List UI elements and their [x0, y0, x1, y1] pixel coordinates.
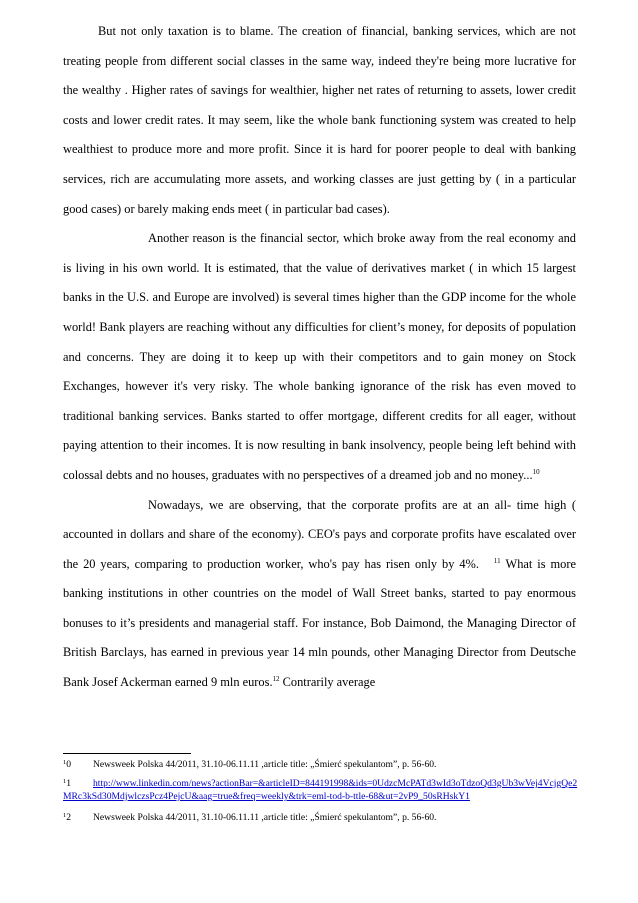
- footnote-link[interactable]: http://www.linkedin.com/news?actionBar=&articleID=844191998&ids=0UdzcMcPATd3wId3oTdzoQd3gUb3wVej4VcjgQe2MRc3kSd30MdjwlczsPcz4PejcU&aag=true&freq=weekly&trk=eml-tod-b-ttle-68&ut=2vP9_50sRHskY1: [63, 778, 578, 802]
- footnote-ref-11[interactable]: 11: [493, 556, 501, 565]
- footnote-number: $^1$2: [63, 812, 72, 823]
- footnote-text: Newsweek Polska 44/2011, 31.10-06.11.11 ,article title: „Śmierć spekulantom”, p. 56-60.: [93, 812, 437, 823]
- paragraph-taxation: But not only taxation is to blame. The creation of financial, banking services, which are not treating people from different social classes in the same way, indeed they're being more lucrative for the wealthy . Higher rates of savings for wealthier, higher net rates of returning to assets, lower credit costs and lower credit rates. It may seem, like the whole bank functioning system was created to help wealthiest to produce more and more profit. Since it is hard for poorer people to deal with banking services, rich are accumulating more assets, and working classes are just getting by ( in a particular good cases) or barely making ends meet ( in particular bad cases).: [63, 24, 576, 216]
- body-text: [63, 17, 576, 698]
- footnote-11: [63, 777, 579, 803]
- footnote-ref-12[interactable]: 12: [272, 675, 280, 684]
- paragraph-corporate-profits: Nowadays, we are observing, that the corporate profits are at an all- time high ( accounted in dollars and share of the economy). CEO's pays and corporate profits have escalated over the 20 years, comparing to production worker, who's pay has risen only by 4%. $^{11}$ What is more banking institutions in other countries on the model of Wall Street banks, started to pay enormous bonuses to it’s presidents and managerial staff. For instance, Bob Daimond, the Managing Director of British Barclays, has earned in previous year 14 mln pounds, other Managing Director from Deutsche Bank Josef Ackerman earned 9 mln euros.$^{12}$ Contrarily average: [63, 497, 576, 690]
- paragraph-financial-sector: Another reason is the financial sector, which broke away from the real economy and is living in his own world. It is estimated, that the value of derivatives market ( in which 15 largest banks in the U.S. and Europe are involved) is several times higher than the GDP income for the whole world! Bank players are reaching without any difficulties for client’s money, for deposits of population and concerns. They are doing it to keep up with their competitors and to gain money on Stock Exchanges, however it's very risky. The whole banking ignorance of the risk has even moved to traditional banking services. Banks started to offer mortgage, different credits for all eager, without paying attention to their incomes. It is now resulting in bank insolvency, people being left behind with colossal debts and no houses, graduates with no perspectives of a dreamed job and no money...$^{10}$: [63, 231, 576, 482]
- footnote-12: [63, 811, 579, 824]
- footnote-number: $^1$1: [63, 778, 72, 789]
- footnote-number: $^1$0: [63, 759, 72, 770]
- footnotes: [63, 758, 579, 824]
- footnote-text: Newsweek Polska 44/2011, 31.10-06.11.11 ,article title: „Śmierć spekulantom”, p. 56-60.: [93, 759, 437, 770]
- footnote-separator: [63, 753, 191, 754]
- footnote-10: [63, 758, 579, 771]
- footnote-ref-10[interactable]: 10: [532, 467, 540, 476]
